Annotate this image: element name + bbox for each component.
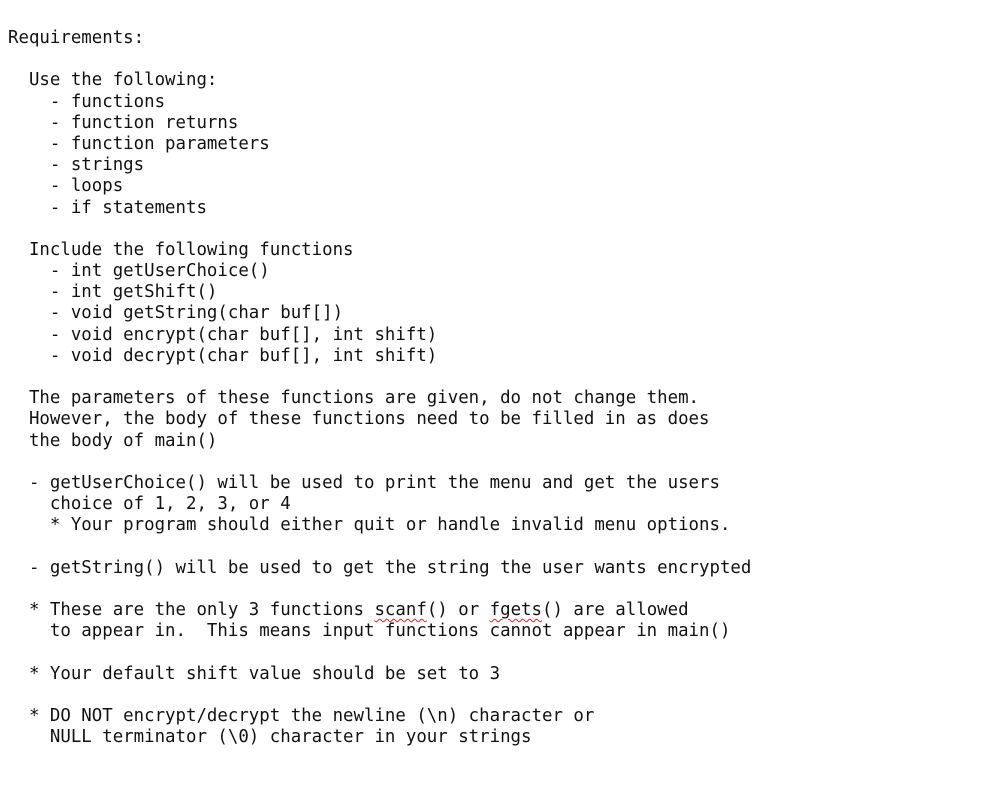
blank-line <box>8 642 751 663</box>
include-functions-heading: Include the following functions <box>8 239 354 260</box>
heading-requirements: Requirements: <box>8 28 145 48</box>
paragraph-line: However, the body of these functions need to be filled in as does <box>8 409 710 430</box>
function-signature: - int getUserChoice() <box>8 261 270 282</box>
blank-line <box>8 49 751 70</box>
function-signature: - void decrypt(char buf[], int shift) <box>8 345 438 366</box>
misspelled-word: scanf <box>374 600 427 621</box>
note-line: * Your default shift value should be set to 3 <box>8 663 501 684</box>
list-item: - if statements <box>8 197 207 218</box>
list-item: - function returns <box>8 112 239 133</box>
blank-line <box>8 452 751 473</box>
paragraph-line: The parameters of these functions are given, do not change them. <box>8 388 700 409</box>
function-signature: - int getShift() <box>8 282 218 303</box>
note-text: () or <box>426 600 490 621</box>
list-item: - function parameters <box>8 133 270 154</box>
note-line: - getString() will be used to get the string the user wants encrypted <box>8 557 752 578</box>
note-line: choice of 1, 2, 3, or 4 <box>8 494 291 515</box>
list-item: - strings <box>8 155 145 176</box>
note-line: * DO NOT encrypt/decrypt the newline (\n) character or <box>8 706 595 726</box>
blank-line <box>8 685 751 706</box>
blank-line <box>8 537 751 558</box>
note-line-input-functions <box>8 600 751 621</box>
function-signature: - void encrypt(char buf[], int shift) <box>8 324 438 345</box>
note-line: to appear in. This means input functions cannot appear in main() <box>8 621 731 642</box>
note-text: () are allowed <box>542 600 689 621</box>
list-item: - functions <box>8 91 166 112</box>
note-line: NULL terminator (\0) character in your strings <box>8 727 532 748</box>
list-item: - loops <box>8 176 124 197</box>
blank-line <box>8 219 751 240</box>
function-signature: - void getString(char buf[]) <box>8 303 344 324</box>
use-following-heading: Use the following: <box>8 70 218 91</box>
note-line: - getUserChoice() will be used to print the menu and get the users <box>8 472 720 493</box>
misspelled-word: fgets <box>489 600 542 621</box>
blank-line <box>8 579 751 600</box>
blank-line <box>8 367 751 388</box>
note-line: * Your program should either quit or handle invalid menu options. <box>8 515 731 536</box>
note-text: * These are the only 3 functions <box>8 600 375 621</box>
requirements-document <box>8 28 751 748</box>
paragraph-line: the body of main() <box>8 430 218 451</box>
